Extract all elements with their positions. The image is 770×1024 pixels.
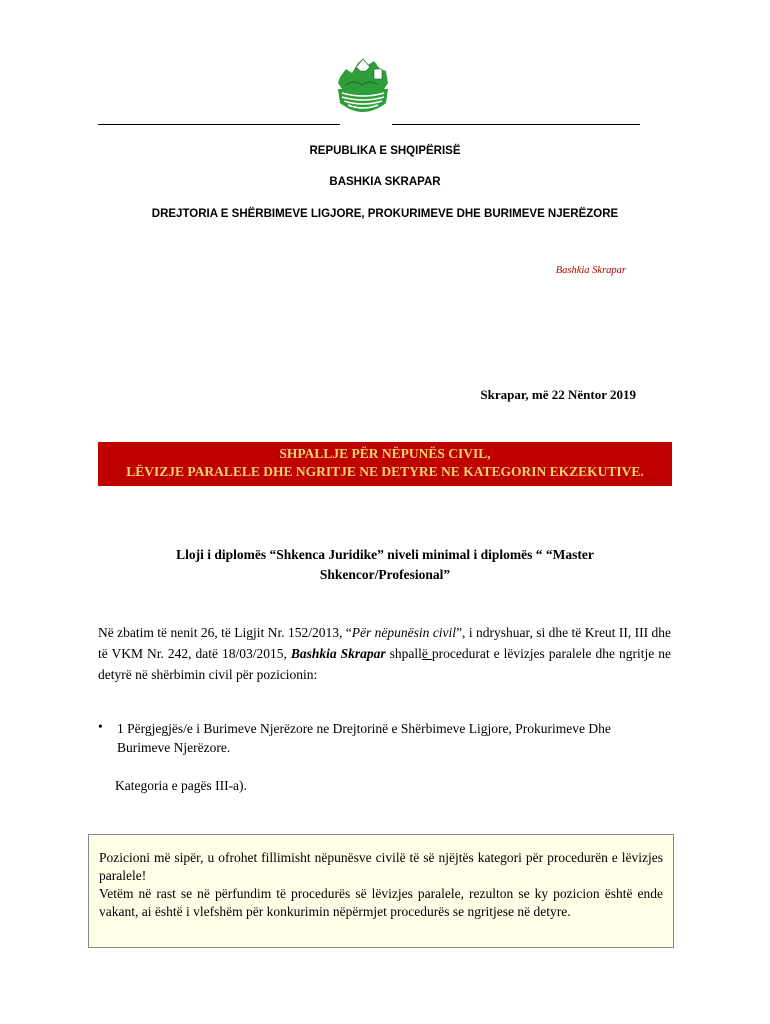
intro-part-4: procedurat e lëvizjes paralele dhe ngritje ne detyrë në shërbimin civil për pozicionin:: [98, 646, 671, 682]
header-municipality: BASHKIA SKRAPAR: [329, 176, 441, 188]
salary-category: Kategoria e pagës III-a).: [115, 778, 247, 793]
announcement-banner: [98, 442, 672, 486]
diploma-requirement: [120, 545, 650, 585]
signature-line: Bashkia Skrapar: [555, 265, 626, 276]
diploma-line-2: Shkencor/Profesional”: [319, 567, 451, 582]
header-rule-right: [392, 124, 640, 125]
diploma-line-1: Lloji i diplomës “Shkenca Juridike” niveli minimal i diplomës “ “Master: [176, 547, 594, 562]
bullet-marker: •: [98, 719, 103, 734]
intro-part-1: Në zbatim të nenit 26, të Ligjit Nr. 152/2013, “: [98, 625, 352, 640]
org-name: Bashkia Skrapar: [290, 646, 386, 661]
header-republic: REPUBLIKA E SHQIPËRISË: [309, 145, 461, 157]
header-rule-left: [98, 124, 340, 125]
intro-part-2: ”, i ndryshuar, si dhe të Kreut II, III dhe të VKM Nr. 242, datë 18/03/2015,: [98, 625, 672, 661]
notice-box: [88, 834, 674, 948]
intro-paragraph: [98, 622, 671, 685]
law-title: Për nëpunësin civil: [351, 625, 457, 640]
municipality-emblem-icon: [332, 55, 394, 123]
intro-underlined: ë: [421, 646, 432, 661]
notice-line-2: Vetëm në rast se në përfundim të procedurës së lëvizjes paralele, rezulton se ky pozicion është ende vakant, ai është i vlefshëm për konkurimin nëpërmjet procedurës se ngritjese në detyre.: [99, 886, 663, 919]
notice-line-1: Pozicioni më sipër, u ofrohet fillimisht nëpunësve civilë të së njëjtës kategori për procedurën e lëvizjes paralele!: [99, 850, 663, 883]
banner-line-2: LËVIZJE PARALELE DHE NGRITJE NE DETYRE NE KATEGORIN EKZEKUTIVE.: [126, 464, 644, 479]
position-item: 1 Përgjegjës/e i Burimeve Njerëzore ne Drejtorinë e Shërbimeve Ligjore, Prokurimeve Dhe Burimeve Njerëzore.: [117, 721, 611, 755]
header-directorate: DREJTORIA E SHËRBIMEVE LIGJORE, PROKURIMEVE DHE BURIMEVE NJERËZORE: [151, 208, 619, 220]
intro-part-3: shpall: [385, 646, 422, 661]
banner-line-1: SHPALLJE PËR NËPUNËS CIVIL,: [279, 446, 491, 461]
date-line: Skrapar, më 22 Nëntor 2019: [480, 387, 636, 402]
